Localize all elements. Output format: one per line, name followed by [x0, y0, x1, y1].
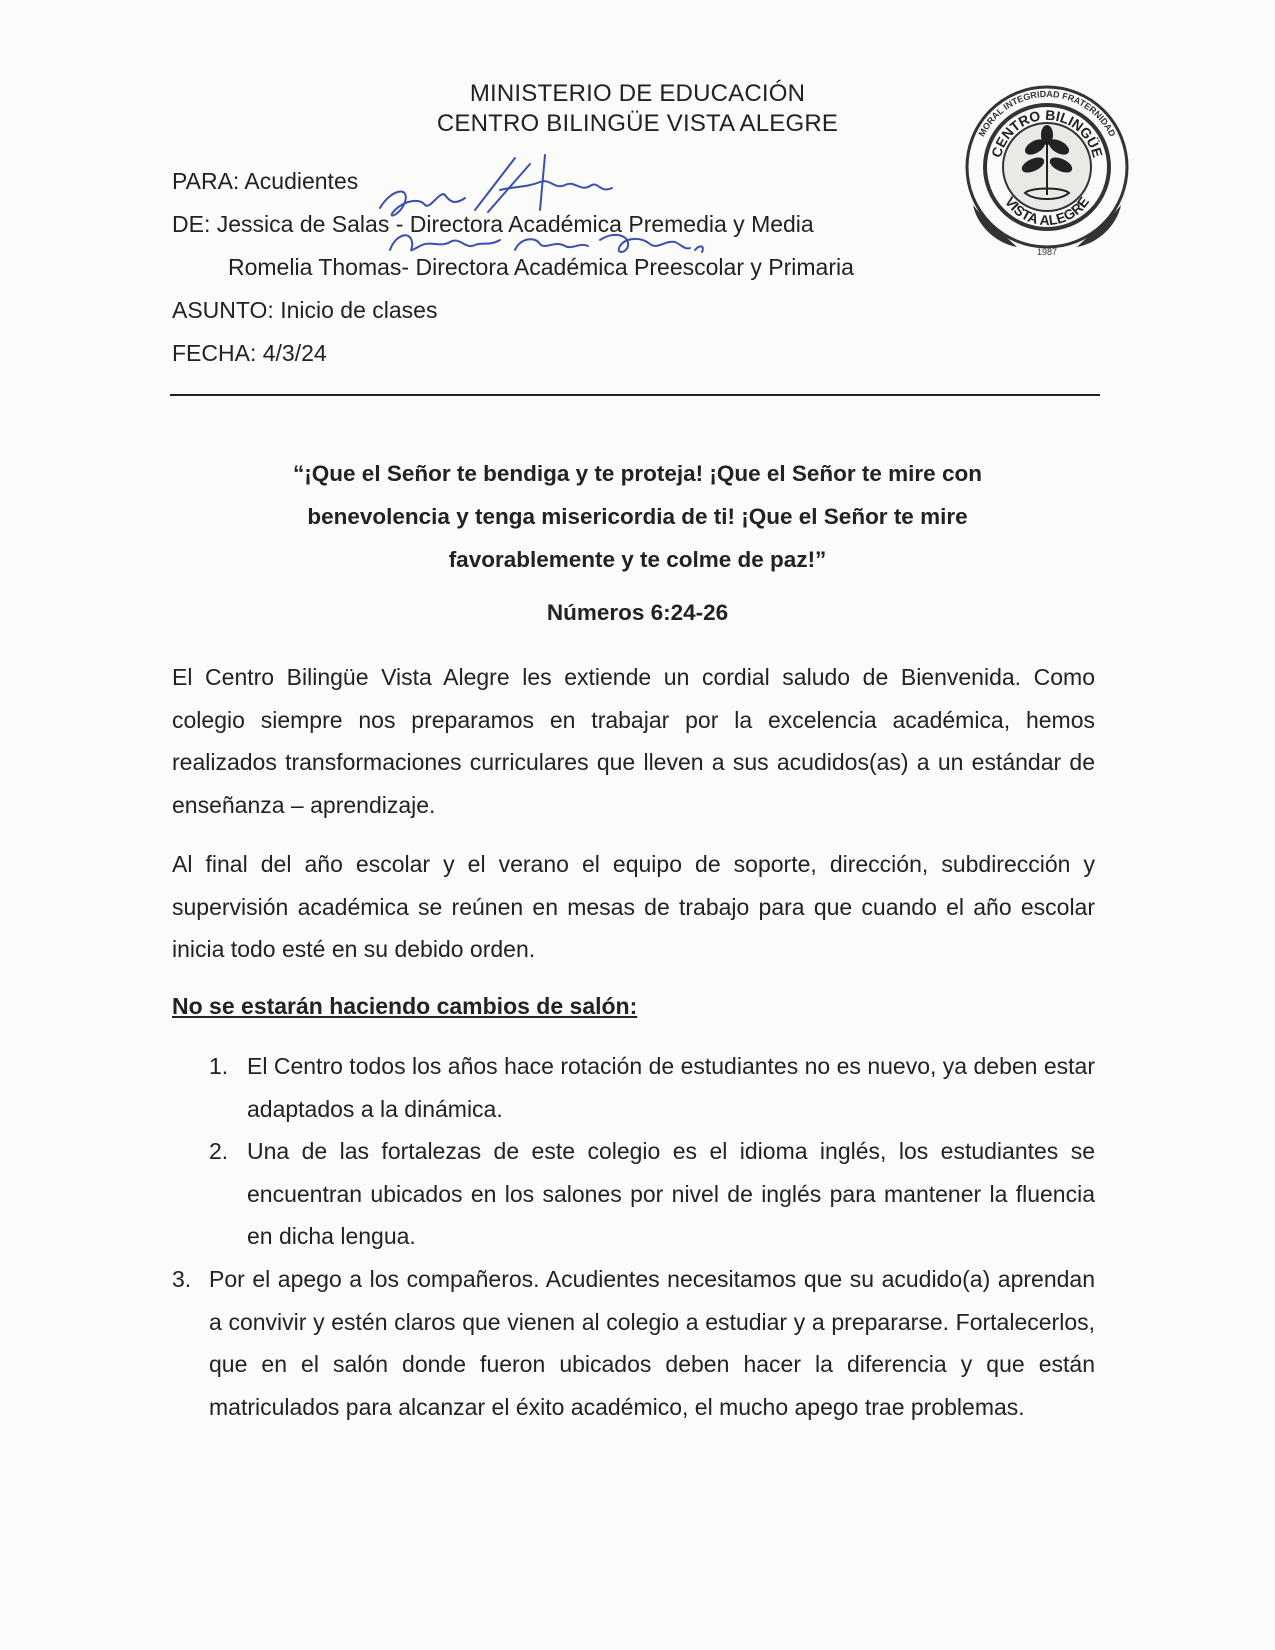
ministry-title: MINISTERIO DE EDUCACIÓN [469, 80, 806, 107]
memo-from-2: Romelia Thomas- Directora Académica Preescolar y Primaria [228, 254, 854, 280]
svg-text:MORAL INTEGRIDAD FRATERNIDAD: MORAL INTEGRIDAD FRATERNIDAD [976, 88, 1118, 139]
memo-subject: ASUNTO: Inicio de clases [172, 297, 438, 323]
bible-reference: Números 6:24-26 [546, 600, 729, 625]
school-title: CENTRO BILINGÜE VISTA ALEGRE [436, 110, 839, 137]
svg-text:1987: 1987 [1036, 247, 1058, 257]
memo-from-1: DE: Jessica de Salas - Directora Académica Premedia y Media [172, 211, 814, 237]
memo-to: PARA: Acudientes [172, 168, 359, 194]
list-item-2: Una de las fortalezas de este colegio es el idioma inglés, los estudiantes se encuentran ubicados en los salones por nivel de inglés para mantener la fluencia en dicha lengua. [247, 1138, 1095, 1249]
svg-text:CENTRO BILINGÜE: CENTRO BILINGÜE [988, 106, 1106, 160]
school-seal-logo [955, 75, 1140, 270]
svg-text:VISTA ALEGRE: VISTA ALEGRE [1001, 193, 1093, 229]
bible-quote: “¡Que el Señor te bendiga y te proteja! ¡Que el Señor te mire con benevolencia y tenga misericordia de ti! ¡Que el Señor te mire favorablemente y te colme de paz!” [293, 461, 982, 572]
list-item-3: Por el apego a los compañeros. Acudientes necesitamos que su acudido(a) aprendan a convivir y estén claros que vienen al colegio a estudiar y a prepararse. Fortalecerlos, que en el salón donde fueron ubicados deben hacer la diferencia y que están matriculados para alcanzar el éxito académico, el mucho apego trae problemas. [209, 1266, 1095, 1420]
paragraph-team: Al final del año escolar y el verano el equipo de soporte, dirección, subdirección y supervisión académica se reúnen en mesas de trabajo para que cuando el año escolar inicia todo esté en su debido orden. [172, 851, 1095, 962]
memo-date: FECHA: 4/3/24 [172, 340, 327, 366]
list-item-1: El Centro todos los años hace rotación de estudiantes no es nuevo, ya deben estar adaptados a la dinámica. [247, 1053, 1095, 1122]
handwritten-signatures [350, 150, 730, 290]
list-number-1: 1. [209, 1053, 229, 1079]
paragraph-welcome: El Centro Bilingüe Vista Alegre les extiende un cordial saludo de Bienvenida. Como colegio siempre nos preparamos en trabajar por la excelencia académica, hemos realizados transformaciones curriculares que lleven a sus acudidos(as) a un estándar de enseñanza – aprendizaje. [172, 664, 1095, 818]
list-number-2: 2. [209, 1138, 229, 1164]
list-number-3: 3. [172, 1266, 192, 1292]
header-divider [170, 394, 1100, 396]
section-heading: No se estarán haciendo cambios de salón: [172, 993, 638, 1019]
